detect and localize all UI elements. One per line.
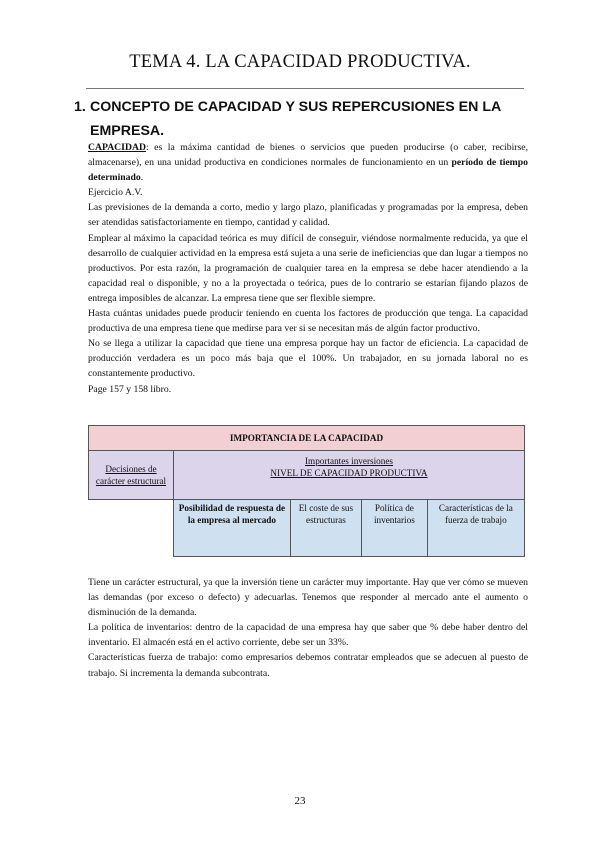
section-heading <box>74 95 544 143</box>
table-column: Posibilidad de respuesta de la empresa al mercado <box>174 500 291 557</box>
title-divider <box>86 88 524 89</box>
definition-text: : es la máxima cantidad de bienes o servicios que pueden producirse (o caber, recibirse, almacenarse), en una unidad productiva en condiciones normales de funcionamiento en un <box>88 142 528 169</box>
table-column: El coste de sus estructuras <box>290 500 361 557</box>
section-heading-line2: EMPRESA. <box>90 123 165 139</box>
table-empty-cell <box>89 500 174 557</box>
table-column: Política de inventarios <box>362 500 428 557</box>
paragraph: Las previsiones de la demanda a corto, medio y largo plazo, planificadas y programadas por la empresa, deben ser atendidas satisfactoriamente en tiempo, cantidad y calidad. <box>88 202 528 229</box>
table-right-cell <box>174 451 525 500</box>
paragraph: Emplear al máximo la capacidad teórica es muy difícil de conseguir, viéndose normalmente reducida, ya que el desarrollo de cualquier actividad en la empresa está sujeta a una serie de ineficiencias que dan lugar a tiempos no productivos. Por esta razón, la programación de cualquier tarea en la empresa se debe hacer atendiendo a la capacidad real o disponible, y no a la proyectada o teórica, pues de lo contrario se estarían fijando plazos de entrega imposibles de alcanzar. La empresa tiene que ser flexible siempre. <box>88 232 528 304</box>
definition-paragraph <box>88 140 528 185</box>
after-table-text <box>88 575 528 681</box>
table-header: IMPORTANCIA DE LA CAPACIDAD <box>89 426 525 451</box>
capacity-table <box>88 425 525 557</box>
paragraph: Hasta cuántas unidades puede producir teniendo en cuenta los factores de producción que tenga. La capacidad productiva de una empresa tiene que medirse para ver si se necesitan más de algún factor productivo. <box>88 308 528 335</box>
definition-term: CAPACIDAD <box>88 142 146 153</box>
paragraph: Características fuerza de trabajo: como empresarios debemos contratar empleados que se adecuen al puesto de trabajo. Si incrementa la demanda subcontrata. <box>88 652 528 679</box>
right-cell-line2: NIVEL DE CAPACIDAD PRODUCTIVA <box>270 468 428 478</box>
definition-end: . <box>140 172 144 184</box>
table-column: Características de la fuerza de trabajo <box>427 500 524 557</box>
paragraph: No se llega a utilizar la capacidad que tiene una empresa porque hay un factor de eficiencia. La capacidad de producción verdadera es un poco más baja que el 100%. Un trabajador, en su jornada laboral no es constantemente productivo. <box>88 338 528 380</box>
right-cell-line1: Importantes inversiones <box>304 456 394 466</box>
paragraph: Tiene un carácter estructural, ya que la inversión tiene un carácter muy importante. Hay que ver cómo se mueven las demandas (por exceso o defecto) y adecuarlas. Tenemos que responder al mercado ante el aumento o disminución de la demanda. <box>88 577 528 619</box>
page-number: 23 <box>294 795 306 807</box>
paragraph: La política de inventarios: dentro de la capacidad de una empresa hay que saber que % debe haber dentro del inventario. El almacén está en el activo corriente, debe ser un 33%. <box>88 622 528 649</box>
paragraph: Ejercicio A.V. <box>88 187 143 199</box>
section-heading-line1: CONCEPTO DE CAPACIDAD Y SUS REPERCUSIONES EN LA <box>90 99 502 115</box>
table-left-cell <box>89 451 174 500</box>
page-title: TEMA 4. LA CAPACIDAD PRODUCTIVA. <box>129 52 471 72</box>
page-reference: Page 157 y 158 libro. <box>88 383 172 395</box>
left-cell-label: Decisiones de carácter estructural <box>95 464 167 486</box>
body-text <box>88 140 528 397</box>
section-number: 1. <box>74 99 86 115</box>
definition-emphasis: período de tiempo determinado <box>88 157 528 184</box>
